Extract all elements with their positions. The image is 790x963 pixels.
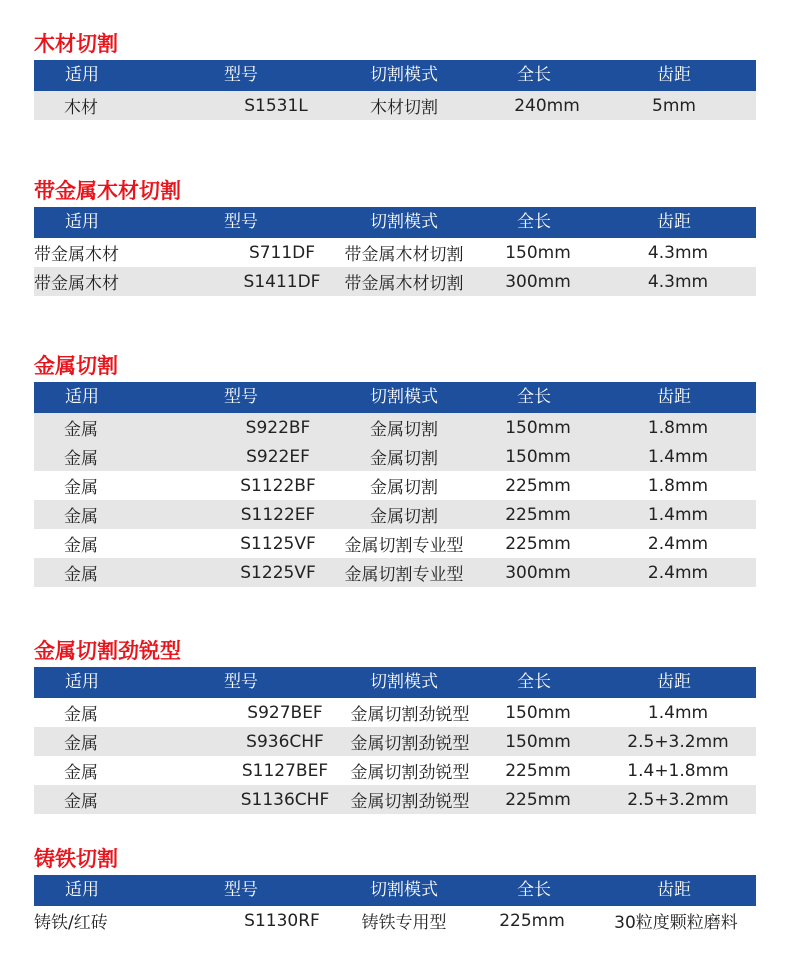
cell-cutting-mode: 金属切割劲锐型 [350, 763, 470, 783]
section-title: 铸铁切割 [34, 847, 118, 871]
header-length: 全长 [517, 880, 551, 900]
cell-model: S1122EF [240, 504, 316, 525]
cell-model: S1125VF [240, 533, 316, 554]
cell-length: 300mm [505, 562, 571, 583]
table-row [34, 558, 756, 587]
cell-tooth-pitch: 2.5+3.2mm [627, 731, 729, 752]
table-row [34, 785, 756, 814]
header-tooth-pitch: 齿距 [657, 65, 691, 85]
cell-length: 225mm [505, 789, 571, 810]
cell-length: 225mm [505, 475, 571, 496]
cell-length: 225mm [505, 760, 571, 781]
cell-application: 金属 [64, 705, 98, 725]
cell-length: 225mm [505, 533, 571, 554]
cell-tooth-pitch: 4.3mm [647, 242, 709, 263]
cell-application: 金属 [64, 792, 98, 812]
cell-model: S1127BEF [241, 760, 329, 781]
spec-table [34, 667, 756, 814]
spec-table [34, 60, 756, 120]
cell-cutting-mode: 金属切割专业型 [344, 565, 464, 585]
cell-cutting-mode: 金属切割劲锐型 [350, 734, 470, 754]
cell-length: 240mm [514, 95, 580, 116]
header-tooth-pitch: 齿距 [657, 212, 691, 232]
cell-model: S922BF [245, 417, 311, 438]
cell-tooth-pitch: 4.3mm [647, 271, 709, 292]
cell-model: S1122BF [240, 475, 316, 496]
cell-cutting-mode: 金属切割专业型 [344, 536, 464, 556]
cell-application: 木材 [64, 98, 98, 118]
cell-application: 带金属木材 [34, 274, 119, 294]
table-row [34, 442, 756, 471]
cell-model: S922EF [246, 446, 310, 467]
header-cutting-mode: 切割模式 [370, 387, 438, 407]
table-header [34, 60, 756, 91]
cell-cutting-mode: 木材切割 [370, 98, 438, 118]
cell-length: 150mm [505, 417, 571, 438]
cell-model: S927BEF [247, 702, 323, 723]
cell-application: 金属 [64, 420, 98, 440]
cell-length: 300mm [505, 271, 571, 292]
header-application: 适用 [65, 672, 99, 692]
cell-tooth-pitch: 1.4mm [647, 702, 709, 723]
cell-cutting-mode: 金属切割劲锐型 [350, 792, 470, 812]
section-title: 带金属木材切割 [34, 179, 181, 203]
cell-length: 150mm [505, 242, 571, 263]
header-tooth-pitch: 齿距 [657, 672, 691, 692]
table-row [34, 756, 756, 785]
cell-application: 金属 [64, 565, 98, 585]
cell-model: S1130RF [244, 910, 320, 931]
cell-tooth-pitch: 2.4mm [647, 562, 709, 583]
cell-cutting-mode: 金属切割 [370, 478, 438, 498]
cell-tooth-pitch: 1.4+1.8mm [627, 760, 729, 781]
header-tooth-pitch: 齿距 [657, 880, 691, 900]
cell-tooth-pitch: 2.4mm [647, 533, 709, 554]
table-row [34, 529, 756, 558]
table-row [34, 238, 756, 267]
header-cutting-mode: 切割模式 [370, 880, 438, 900]
table-row [34, 698, 756, 727]
cell-model: S1225VF [240, 562, 316, 583]
cell-model: S1136CHF [240, 789, 330, 810]
section-title: 金属切割 [34, 354, 118, 378]
cell-application: 铸铁/红砖 [34, 913, 108, 933]
header-application: 适用 [65, 65, 99, 85]
section-title: 木材切割 [34, 32, 118, 56]
cell-length: 150mm [505, 446, 571, 467]
header-model: 型号 [224, 65, 258, 85]
table-header [34, 207, 756, 238]
cell-model: S936CHF [246, 731, 324, 752]
table-row [34, 906, 756, 935]
cell-application: 金属 [64, 734, 98, 754]
cell-tooth-pitch: 2.5+3.2mm [627, 789, 729, 810]
cell-length: 150mm [505, 702, 571, 723]
cell-cutting-mode: 金属切割 [370, 449, 438, 469]
cell-cutting-mode: 带金属木材切割 [344, 245, 464, 265]
spec-table [34, 382, 756, 587]
header-length: 全长 [517, 672, 551, 692]
cell-cutting-mode: 金属切割劲锐型 [350, 705, 470, 725]
cell-length: 150mm [505, 731, 571, 752]
cell-length: 225mm [499, 910, 565, 931]
header-model: 型号 [224, 672, 258, 692]
cell-tooth-pitch: 1.4mm [647, 504, 709, 525]
section-title: 金属切割劲锐型 [34, 639, 181, 663]
header-cutting-mode: 切割模式 [370, 212, 438, 232]
cell-model: S711DF [248, 242, 316, 263]
cell-tooth-pitch: 1.8mm [647, 417, 709, 438]
cell-tooth-pitch: 30粒度颗粒磨料 [614, 913, 738, 933]
header-cutting-mode: 切割模式 [370, 65, 438, 85]
spec-table [34, 875, 756, 935]
cell-application: 带金属木材 [34, 245, 119, 265]
cell-cutting-mode: 带金属木材切割 [344, 274, 464, 294]
table-row [34, 471, 756, 500]
header-length: 全长 [517, 65, 551, 85]
header-model: 型号 [224, 212, 258, 232]
table-row [34, 413, 756, 442]
table-header [34, 382, 756, 413]
header-cutting-mode: 切割模式 [370, 672, 438, 692]
header-application: 适用 [65, 387, 99, 407]
header-length: 全长 [517, 212, 551, 232]
table-row [34, 500, 756, 529]
cell-application: 金属 [64, 449, 98, 469]
header-model: 型号 [224, 387, 258, 407]
cell-application: 金属 [64, 536, 98, 556]
table-row [34, 91, 756, 120]
cell-application: 金属 [64, 478, 98, 498]
cell-tooth-pitch: 1.4mm [647, 446, 709, 467]
spec-table [34, 207, 756, 296]
cell-model: S1411DF [243, 271, 321, 292]
header-length: 全长 [517, 387, 551, 407]
table-row [34, 267, 756, 296]
cell-cutting-mode: 铸铁专用型 [361, 913, 447, 933]
cell-length: 225mm [505, 504, 571, 525]
header-application: 适用 [65, 212, 99, 232]
cell-application: 金属 [64, 507, 98, 527]
header-tooth-pitch: 齿距 [657, 387, 691, 407]
cell-application: 金属 [64, 763, 98, 783]
table-row [34, 727, 756, 756]
cell-tooth-pitch: 1.8mm [647, 475, 709, 496]
table-header [34, 875, 756, 906]
header-model: 型号 [224, 880, 258, 900]
table-header [34, 667, 756, 698]
cell-cutting-mode: 金属切割 [370, 507, 438, 527]
cell-model: S1531L [244, 95, 308, 116]
cell-tooth-pitch: 5mm [652, 95, 696, 116]
cell-cutting-mode: 金属切割 [370, 420, 438, 440]
header-application: 适用 [65, 880, 99, 900]
